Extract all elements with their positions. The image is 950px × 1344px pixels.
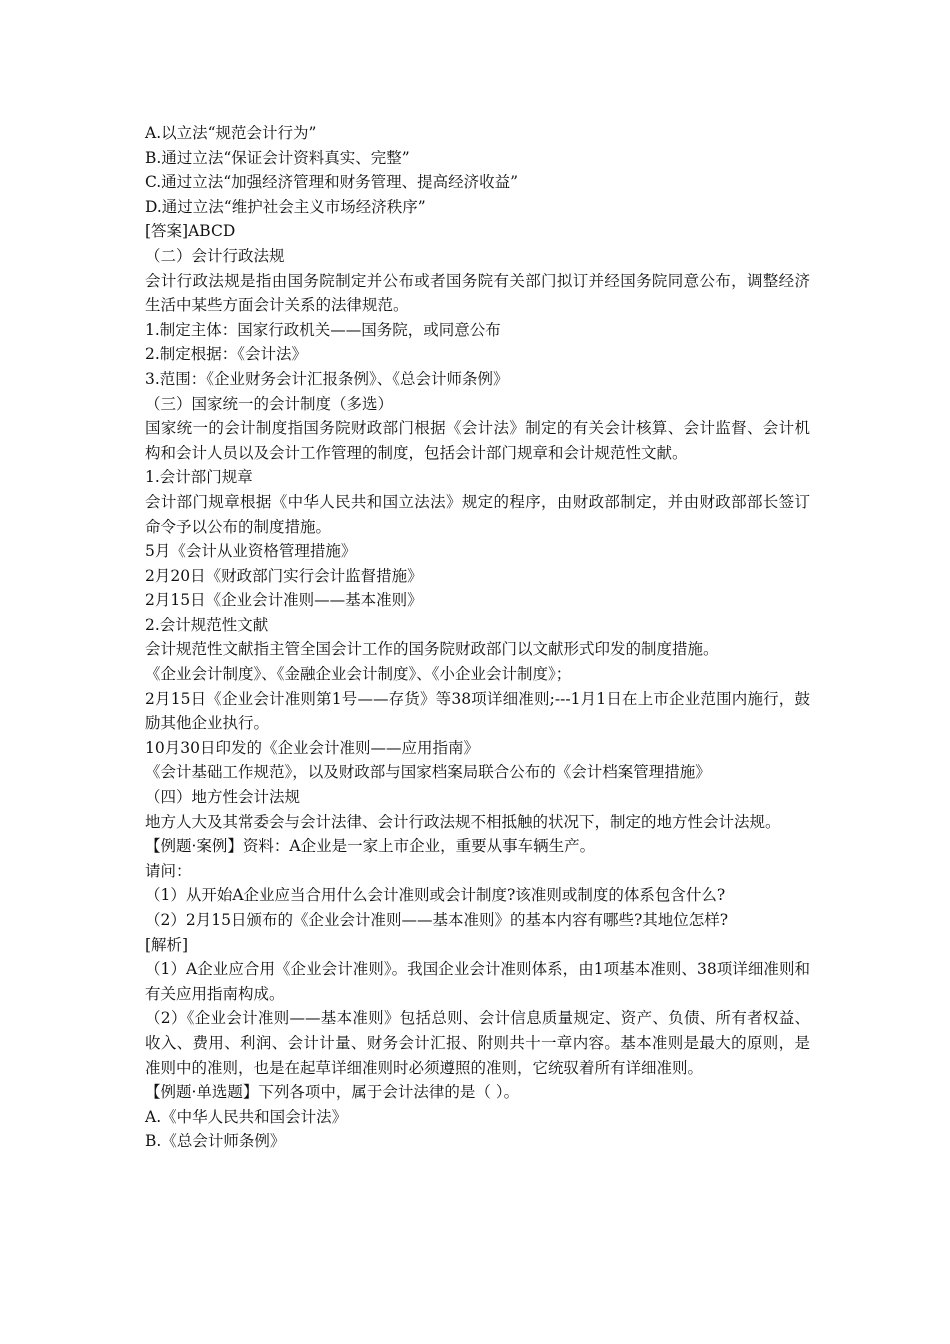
paragraph: 会计行政法规是指由国务院制定并公布或者国务院有关部门拟订并经国务院同意公布，调整经济生活中某些方面会计关系的法律规范。	[145, 271, 810, 315]
list-item: 1.制定主体：国家行政机关——国务院，或同意公布	[145, 320, 501, 339]
subsection-heading: 2.会计规范性文献	[145, 615, 269, 634]
section-heading: （四）地方性会计法规	[145, 788, 301, 807]
question-item: （1）从开始A企业应当合用什么会计准则或会计制度?该准则或制度的体系包含什么?	[145, 886, 726, 905]
list-item: 5月《会计从业资格管理措施》	[145, 542, 357, 561]
list-item: 2.制定根据：《会计法》	[145, 345, 308, 364]
example-case: 【例题·案例】资料：A企业是一家上市企业，重要从事车辆生产。	[145, 837, 596, 856]
list-item: 《企业会计制度》、《金融企业会计制度》、《小企业会计制度》；	[145, 665, 572, 684]
section-heading: （三）国家统一的会计制度（多选）	[145, 394, 394, 413]
question-item: （2）2月15日颁布的《企业会计准则——基本准则》的基本内容有哪些?其地位怎样?	[145, 911, 729, 929]
option-b: B.通过立法“保证会计资料真实、完整”	[145, 148, 410, 167]
list-item: 《会计基础工作规范》，以及财政部与国家档案局联合公布的《会计档案管理措施》	[145, 763, 711, 782]
option-b: B.《总会计师条例》	[145, 1132, 286, 1151]
paragraph: 国家统一的会计制度指国务院财政部门根据《会计法》制定的有关会计核算、会计监督、会计机构和会计人员以及会计工作管理的制度，包括会计部门规章和会计规范性文献。	[145, 419, 810, 462]
option-c: C.通过立法“加强经济管理和财务管理、提高经济收益”	[145, 173, 519, 192]
answer: [答案]ABCD	[145, 222, 236, 241]
list-item: 2月15日《企业会计准则第1号——存货》等38项详细准则;---1月1日在上市企业范围内施行，鼓励其他企业执行。	[145, 689, 810, 733]
analysis-item: （1）A企业应合用《企业会计准则》。我国企业会计准则体系，由1项基本准则、38项详细准则和有关应用指南构成。	[145, 960, 810, 1003]
paragraph: 地方人大及其常委会与会计法律、会计行政法规不相抵触的状况下，制定的地方性会计法规。	[145, 812, 781, 831]
example-question: 【例题·单选题】下列各项中，属于会计法律的是（ ）。	[145, 1083, 520, 1102]
section-heading: （二）会计行政法规	[145, 246, 285, 265]
analysis-heading: [解析]	[145, 935, 189, 954]
list-item: 2月15日《企业会计准则——基本准则》	[145, 591, 423, 610]
option-d: D.通过立法“维护社会主义市场经济秩序”	[145, 197, 426, 216]
list-item: 2月20日《财政部门实行会计监督措施》	[145, 566, 423, 585]
list-item: 3.范围：《企业财务会计汇报条例》、《总会计师条例》	[145, 369, 509, 388]
analysis-item: （2）《企业会计准则——基本准则》包括总则、会计信息质量规定、资产、负债、所有者权益、收入、费用、利润、会计计量、财务会计汇报、附则共十一章内容。基本准则是最大的原则，是准则中的准则，也是在起草详细准则时必须遵照的准则，它统驭着所有详细准则。	[145, 1009, 810, 1077]
question-prompt: 请问：	[145, 861, 192, 880]
paragraph: 会计部门规章根据《中华人民共和国立法法》规定的程序，由财政部制定，并由财政部部长签订命令予以公布的制度措施。	[145, 492, 810, 536]
paragraph: 会计规范性文献指主管全国会计工作的国务院财政部门以文献形式印发的制度措施。	[145, 640, 719, 659]
option-a: A.以立法“规范会计行为”	[145, 124, 317, 142]
option-a: A.《中华人民共和国会计法》	[145, 1107, 348, 1126]
subsection-heading: 1.会计部门规章	[145, 468, 253, 487]
document-body	[145, 121, 810, 1154]
list-item: 10月30日印发的《企业会计准则——应用指南》	[145, 738, 479, 757]
